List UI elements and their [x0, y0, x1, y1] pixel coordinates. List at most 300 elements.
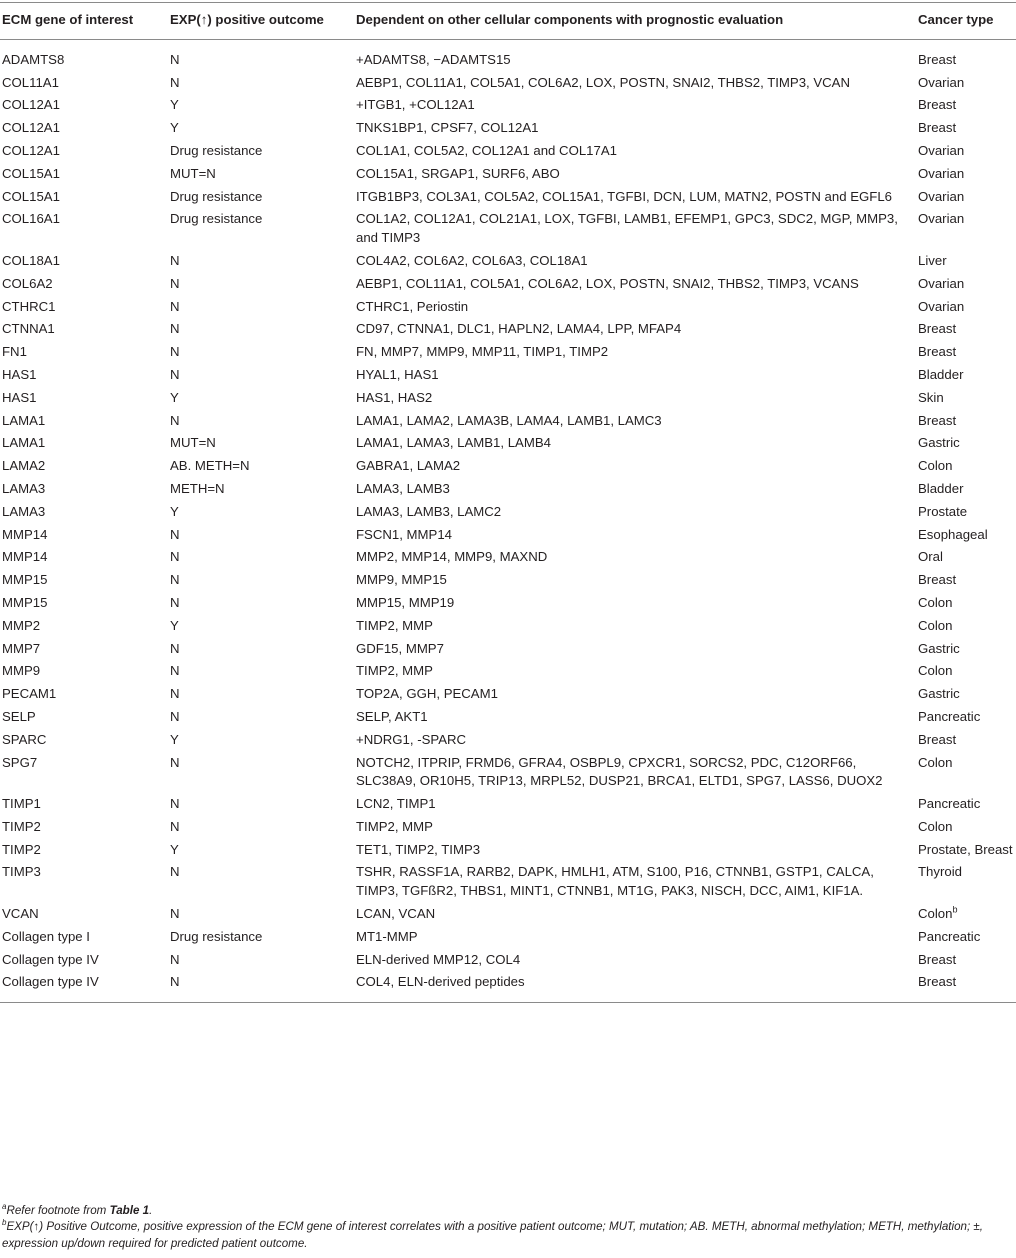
- table-row: [0, 341, 1016, 364]
- cell-dependent-components-text: LCAN, VCAN: [356, 906, 436, 922]
- table-row: [0, 615, 1016, 638]
- cell-dependent-components: [354, 793, 916, 816]
- cell-ecm-gene-text: Collagen type IV: [2, 974, 99, 990]
- table-row: [0, 117, 1016, 140]
- cell-cancer-type: [916, 793, 1016, 816]
- table-body: [0, 39, 1016, 1002]
- cell-cancer-type-text: Colon: [918, 818, 953, 834]
- footnote-a-text: Refer footnote from: [6, 1204, 110, 1217]
- cell-exp-outcome-text: Y: [170, 389, 179, 405]
- cell-ecm-gene-text: TIMP2: [2, 818, 41, 834]
- cell-ecm-gene: [0, 39, 168, 71]
- table-row: [0, 94, 1016, 117]
- cell-exp-outcome: [168, 706, 354, 729]
- cell-cancer-type: [916, 816, 1016, 839]
- table-row: [0, 816, 1016, 839]
- cell-ecm-gene: [0, 455, 168, 478]
- table-row: [0, 660, 1016, 683]
- cell-cancer-type: [916, 318, 1016, 341]
- cell-dependent-components-text: GDF15, MMP7: [356, 640, 444, 656]
- cell-exp-outcome-text: Y: [170, 731, 179, 747]
- cell-exp-outcome-text: METH=N: [170, 480, 225, 496]
- cell-exp-outcome-text: N: [170, 594, 180, 610]
- cell-dependent-components-text: +NDRG1, -SPARC: [356, 731, 467, 747]
- cell-exp-outcome-text: N: [170, 344, 180, 360]
- cell-cancer-type: [916, 638, 1016, 661]
- cell-cancer-type: [916, 752, 1016, 794]
- cell-dependent-components-text: HAS1, HAS2: [356, 389, 433, 405]
- cell-exp-outcome-text: Drug resistance: [170, 928, 263, 944]
- cell-cancer-type: [916, 949, 1016, 972]
- cell-cancer-type-text: Liver: [918, 252, 947, 268]
- cell-exp-outcome-text: Y: [170, 617, 179, 633]
- cell-dependent-components-text: +ADAMTS8, −ADAMTS15: [356, 51, 511, 67]
- cell-dependent-components: [354, 729, 916, 752]
- cell-ecm-gene: [0, 615, 168, 638]
- cell-ecm-gene: [0, 592, 168, 615]
- cell-ecm-gene-text: SPARC: [2, 731, 47, 747]
- cell-exp-outcome-text: MUT=N: [170, 165, 216, 181]
- cell-dependent-components: [354, 455, 916, 478]
- cell-ecm-gene-text: LAMA1: [2, 435, 46, 451]
- cell-ecm-gene-text: HAS1: [2, 366, 37, 382]
- cell-exp-outcome: [168, 140, 354, 163]
- table-row: [0, 208, 1016, 250]
- cell-cancer-type-text: Prostate: [918, 503, 968, 519]
- cell-cancer-type-text: Breast: [918, 412, 957, 428]
- cell-dependent-components: [354, 501, 916, 524]
- cell-ecm-gene: [0, 341, 168, 364]
- cell-dependent-components-text: TET1, TIMP2, TIMP3: [356, 841, 481, 857]
- cell-cancer-type-text: Breast: [918, 120, 957, 136]
- cell-exp-outcome-text: N: [170, 51, 180, 67]
- cell-ecm-gene-text: LAMA1: [2, 412, 46, 428]
- cell-dependent-components: [354, 752, 916, 794]
- cell-exp-outcome: [168, 816, 354, 839]
- cell-dependent-components: [354, 341, 916, 364]
- cell-cancer-type-text: Pancreatic: [918, 928, 981, 944]
- cell-exp-outcome: [168, 793, 354, 816]
- cell-dependent-components-text: LCN2, TIMP1: [356, 796, 436, 812]
- cell-cancer-type-text: Breast: [918, 51, 957, 67]
- footnote-b: [2, 1219, 1016, 1252]
- cell-exp-outcome-text: Y: [170, 503, 179, 519]
- cell-ecm-gene-text: COL16A1: [2, 211, 60, 227]
- cell-dependent-components: [354, 524, 916, 547]
- cell-cancer-type-text: Breast: [918, 974, 957, 990]
- footnote-a-mark: a: [2, 1202, 7, 1212]
- cell-ecm-gene-text: LAMA3: [2, 480, 46, 496]
- cell-cancer-type-text: Thyroid: [918, 864, 962, 880]
- cell-exp-outcome: [168, 861, 354, 903]
- cell-dependent-components-text: HYAL1, HAS1: [356, 366, 439, 382]
- cell-ecm-gene-text: SPG7: [2, 754, 38, 770]
- cell-cancer-type-text: Breast: [918, 97, 957, 113]
- cell-exp-outcome: [168, 296, 354, 319]
- cell-dependent-components: [354, 861, 916, 903]
- cell-ecm-gene: [0, 638, 168, 661]
- cell-dependent-components-text: ITGB1BP3, COL3A1, COL5A2, COL15A1, TGFBI, DCN, LUM, MATN2, POSTN and EGFL6: [356, 188, 892, 204]
- cell-ecm-gene-text: COL6A2: [2, 275, 53, 291]
- cell-ecm-gene: [0, 660, 168, 683]
- table-row: [0, 569, 1016, 592]
- footnote-a-end: .: [149, 1204, 153, 1217]
- cell-cancer-type-text: Prostate, Breast: [918, 841, 1013, 857]
- cell-ecm-gene: [0, 903, 168, 926]
- cell-ecm-gene-text: ADAMTS8: [2, 51, 65, 67]
- cell-cancer-type: [916, 706, 1016, 729]
- table-row: [0, 432, 1016, 455]
- header-exp-positive-outcome: EXP(↑) positive outcome: [168, 3, 354, 40]
- cell-cancer-type: [916, 569, 1016, 592]
- footnote-a-table-ref: Table 1: [109, 1204, 150, 1217]
- cell-ecm-gene-text: MMP14: [2, 549, 48, 565]
- cell-dependent-components-text: FSCN1, MMP14: [356, 526, 452, 542]
- cell-exp-outcome: [168, 683, 354, 706]
- cell-ecm-gene: [0, 208, 168, 250]
- cell-cancer-type: [916, 186, 1016, 209]
- cell-cancer-type-text: Colon: [918, 906, 953, 922]
- cell-ecm-gene-text: LAMA3: [2, 503, 46, 519]
- cell-ecm-gene: [0, 926, 168, 949]
- cell-ecm-gene: [0, 432, 168, 455]
- cell-exp-outcome-text: Y: [170, 120, 179, 136]
- cell-ecm-gene: [0, 971, 168, 1002]
- cell-dependent-components-text: TIMP2, MMP: [356, 617, 433, 633]
- cell-ecm-gene: [0, 478, 168, 501]
- cell-exp-outcome: [168, 163, 354, 186]
- cell-exp-outcome: [168, 752, 354, 794]
- table-row: [0, 186, 1016, 209]
- cell-exp-outcome-text: N: [170, 974, 180, 990]
- table-row: [0, 793, 1016, 816]
- cell-cancer-type: [916, 140, 1016, 163]
- table-row: [0, 861, 1016, 903]
- cell-cancer-type: [916, 72, 1016, 95]
- cell-dependent-components: [354, 816, 916, 839]
- cell-ecm-gene: [0, 163, 168, 186]
- cell-dependent-components: [354, 318, 916, 341]
- cell-exp-outcome-text: N: [170, 754, 180, 770]
- cell-dependent-components: [354, 638, 916, 661]
- cell-exp-outcome-text: N: [170, 708, 180, 724]
- cell-dependent-components-text: LAMA3, LAMB3: [356, 480, 450, 496]
- table-row: [0, 524, 1016, 547]
- cell-cancer-type-text: Gastric: [918, 435, 960, 451]
- cell-cancer-type: [916, 971, 1016, 1002]
- cell-dependent-components: [354, 39, 916, 71]
- cell-dependent-components-text: COL15A1, SRGAP1, SURF6, ABO: [356, 165, 560, 181]
- cell-ecm-gene-text: LAMA2: [2, 458, 46, 474]
- cell-cancer-type-text: Pancreatic: [918, 796, 981, 812]
- cell-dependent-components: [354, 615, 916, 638]
- cell-cancer-type-text: Ovarian: [918, 275, 965, 291]
- cell-cancer-type-text: Breast: [918, 951, 957, 967]
- cell-exp-outcome: [168, 387, 354, 410]
- table-row: [0, 72, 1016, 95]
- cell-exp-outcome: [168, 186, 354, 209]
- cell-cancer-type-text: Esophageal: [918, 526, 988, 542]
- cell-dependent-components-text: MMP2, MMP14, MMP9, MAXND: [356, 549, 548, 565]
- cell-ecm-gene-text: MMP7: [2, 640, 41, 656]
- cell-exp-outcome-text: N: [170, 640, 180, 656]
- cell-dependent-components: [354, 478, 916, 501]
- cell-exp-outcome-text: N: [170, 74, 180, 90]
- ecm-gene-table: [0, 2, 1016, 1003]
- cell-cancer-type-text: Gastric: [918, 686, 960, 702]
- cell-cancer-type-text: Colon: [918, 617, 953, 633]
- cell-dependent-components-text: COL4A2, COL6A2, COL6A3, COL18A1: [356, 252, 588, 268]
- cell-exp-outcome: [168, 839, 354, 862]
- cell-cancer-type-text: Colon: [918, 594, 953, 610]
- cell-exp-outcome: [168, 250, 354, 273]
- cell-dependent-components-text: COL1A2, COL12A1, COL21A1, LOX, TGFBI, LAMB1, EFEMP1, GPC3, SDC2, MGP, MMP3, and TIMP3: [356, 211, 898, 246]
- cell-dependent-components: [354, 186, 916, 209]
- cell-ecm-gene: [0, 524, 168, 547]
- cell-ecm-gene-text: COL11A1: [2, 74, 59, 90]
- cell-exp-outcome: [168, 72, 354, 95]
- cell-cancer-type-text: Ovarian: [918, 188, 965, 204]
- cell-cancer-type-text: Ovarian: [918, 211, 965, 227]
- cell-dependent-components-text: TNKS1BP1, CPSF7, COL12A1: [356, 120, 539, 136]
- table-row: [0, 729, 1016, 752]
- cell-exp-outcome: [168, 615, 354, 638]
- table-row: [0, 949, 1016, 972]
- cell-cancer-type-text: Ovarian: [918, 74, 965, 90]
- cell-exp-outcome-text: Drug resistance: [170, 211, 263, 227]
- cell-exp-outcome: [168, 364, 354, 387]
- cell-exp-outcome-text: N: [170, 526, 180, 542]
- cell-dependent-components-text: MMP9, MMP15: [356, 572, 447, 588]
- cell-ecm-gene-text: TIMP1: [2, 796, 41, 812]
- cell-dependent-components: [354, 208, 916, 250]
- cell-ecm-gene: [0, 546, 168, 569]
- cell-exp-outcome-text: N: [170, 572, 180, 588]
- cell-dependent-components: [354, 387, 916, 410]
- cell-dependent-components-text: AEBP1, COL11A1, COL5A1, COL6A2, LOX, POSTN, SNAI2, THBS2, TIMP3, VCANS: [356, 275, 859, 291]
- table-row: [0, 638, 1016, 661]
- cell-cancer-type: [916, 501, 1016, 524]
- cell-dependent-components-text: TIMP2, MMP: [356, 663, 433, 679]
- cell-ecm-gene-text: Collagen type IV: [2, 951, 99, 967]
- cell-ecm-gene: [0, 94, 168, 117]
- table-row: [0, 39, 1016, 71]
- cell-dependent-components: [354, 163, 916, 186]
- table-row: [0, 478, 1016, 501]
- cell-cancer-type: [916, 39, 1016, 71]
- cell-exp-outcome: [168, 638, 354, 661]
- cell-dependent-components-text: LAMA3, LAMB3, LAMC2: [356, 503, 502, 519]
- cell-dependent-components: [354, 117, 916, 140]
- cell-exp-outcome-text: Drug resistance: [170, 188, 263, 204]
- cell-cancer-type-text: Gastric: [918, 640, 960, 656]
- cell-cancer-type-text: Ovarian: [918, 142, 965, 158]
- cell-exp-outcome: [168, 729, 354, 752]
- cell-cancer-type: [916, 615, 1016, 638]
- cell-cancer-type: [916, 903, 1016, 926]
- cell-ecm-gene: [0, 296, 168, 319]
- cell-exp-outcome: [168, 546, 354, 569]
- cell-ecm-gene: [0, 387, 168, 410]
- cell-dependent-components-text: COL1A1, COL5A2, COL12A1 and COL17A1: [356, 142, 617, 158]
- cell-exp-outcome-text: N: [170, 864, 180, 880]
- cell-cancer-type: [916, 683, 1016, 706]
- cell-cancer-type-text: Breast: [918, 572, 957, 588]
- cell-cancer-type: [916, 296, 1016, 319]
- cell-dependent-components: [354, 971, 916, 1002]
- cell-exp-outcome-text: N: [170, 951, 180, 967]
- cell-dependent-components: [354, 72, 916, 95]
- cell-dependent-components-text: +ITGB1, +COL12A1: [356, 97, 475, 113]
- cell-ecm-gene-text: CTHRC1: [2, 298, 56, 314]
- cell-ecm-gene-text: COL12A1: [2, 120, 60, 136]
- cell-cancer-type-text: Bladder: [918, 366, 964, 382]
- footnote-b-text: EXP(↑) Positive Outcome, positive expression of the ECM gene of interest correlates with a positive patient outcome; MUT, mutation; AB. METH, abnormal methylation; METH, methylation; ±, expression up/down required for predicted patient outcome.: [2, 1220, 984, 1250]
- cell-dependent-components: [354, 364, 916, 387]
- cell-exp-outcome-text: N: [170, 663, 180, 679]
- table-row: [0, 455, 1016, 478]
- table-row: [0, 752, 1016, 794]
- cell-cancer-type: [916, 208, 1016, 250]
- cell-cancer-type-text: Colon: [918, 754, 953, 770]
- cell-dependent-components-text: MMP15, MMP19: [356, 594, 455, 610]
- cell-dependent-components: [354, 706, 916, 729]
- cell-exp-outcome: [168, 318, 354, 341]
- cell-dependent-components: [354, 592, 916, 615]
- cell-dependent-components: [354, 949, 916, 972]
- cell-cancer-type: [916, 546, 1016, 569]
- cell-ecm-gene: [0, 501, 168, 524]
- cell-ecm-gene: [0, 793, 168, 816]
- cell-cancer-type: [916, 94, 1016, 117]
- cell-ecm-gene-text: MMP9: [2, 663, 41, 679]
- cell-ecm-gene: [0, 729, 168, 752]
- cell-exp-outcome: [168, 971, 354, 1002]
- cell-dependent-components: [354, 410, 916, 433]
- cell-ecm-gene-text: Collagen type I: [2, 928, 90, 944]
- cell-ecm-gene-text: FN1: [2, 344, 27, 360]
- cell-cancer-type-text: Breast: [918, 344, 957, 360]
- cell-ecm-gene: [0, 839, 168, 862]
- cell-cancer-type-text: Breast: [918, 731, 957, 747]
- cell-exp-outcome: [168, 432, 354, 455]
- cell-cancer-type: [916, 250, 1016, 273]
- cell-cancer-type: [916, 364, 1016, 387]
- cell-ecm-gene-text: MMP15: [2, 572, 48, 588]
- cell-dependent-components-text: COL4, ELN-derived peptides: [356, 974, 525, 990]
- cell-ecm-gene: [0, 250, 168, 273]
- cell-dependent-components-text: GABRA1, LAMA2: [356, 458, 461, 474]
- cell-cancer-type: [916, 410, 1016, 433]
- cell-exp-outcome-text: N: [170, 366, 180, 382]
- cell-exp-outcome-text: N: [170, 818, 180, 834]
- cell-dependent-components: [354, 273, 916, 296]
- cell-dependent-components: [354, 140, 916, 163]
- cell-dependent-components-text: AEBP1, COL11A1, COL5A1, COL6A2, LOX, POSTN, SNAI2, THBS2, TIMP3, VCAN: [356, 74, 850, 90]
- cell-ecm-gene-text: TIMP3: [2, 864, 41, 880]
- cell-exp-outcome: [168, 501, 354, 524]
- cell-ecm-gene: [0, 683, 168, 706]
- cell-exp-outcome: [168, 926, 354, 949]
- cell-cancer-type-text: Skin: [918, 389, 944, 405]
- cell-dependent-components-text: ELN-derived MMP12, COL4: [356, 951, 521, 967]
- cell-dependent-components-text: TIMP2, MMP: [356, 818, 433, 834]
- cell-dependent-components: [354, 926, 916, 949]
- cell-dependent-components-text: CTHRC1, Periostin: [356, 298, 469, 314]
- cell-cancer-type-text: Ovarian: [918, 298, 965, 314]
- cell-cancer-type: [916, 163, 1016, 186]
- cell-exp-outcome-text: N: [170, 549, 180, 565]
- cell-ecm-gene: [0, 752, 168, 794]
- cell-cancer-type: [916, 117, 1016, 140]
- cell-dependent-components-text: MT1-MMP: [356, 928, 418, 944]
- cell-ecm-gene-text: VCAN: [2, 906, 39, 922]
- cell-exp-outcome: [168, 524, 354, 547]
- cell-cancer-type: [916, 455, 1016, 478]
- cell-cancer-type: [916, 387, 1016, 410]
- cell-exp-outcome-text: Drug resistance: [170, 142, 263, 158]
- cell-ecm-gene: [0, 816, 168, 839]
- cell-cancer-type: [916, 839, 1016, 862]
- cell-exp-outcome-text: Y: [170, 841, 179, 857]
- cell-ecm-gene-text: COL12A1: [2, 97, 60, 113]
- cell-ecm-gene-text: COL15A1: [2, 188, 60, 204]
- table-row: [0, 839, 1016, 862]
- cell-ecm-gene: [0, 949, 168, 972]
- cell-ecm-gene: [0, 186, 168, 209]
- cell-dependent-components: [354, 94, 916, 117]
- table-row: [0, 546, 1016, 569]
- cell-cancer-type-text: Pancreatic: [918, 708, 981, 724]
- cell-ecm-gene: [0, 706, 168, 729]
- table-row: [0, 683, 1016, 706]
- table-row: [0, 364, 1016, 387]
- cell-exp-outcome-text: MUT=N: [170, 435, 216, 451]
- cell-dependent-components: [354, 683, 916, 706]
- cell-dependent-components: [354, 432, 916, 455]
- cell-exp-outcome: [168, 273, 354, 296]
- cell-ecm-gene-text: HAS1: [2, 389, 37, 405]
- cell-exp-outcome-text: N: [170, 298, 180, 314]
- cell-cancer-type: [916, 592, 1016, 615]
- cell-ecm-gene: [0, 569, 168, 592]
- cell-dependent-components-text: TSHR, RASSF1A, RARB2, DAPK, HMLH1, ATM, S100, P16, CTNNB1, GSTP1, CALCA, TIMP3, TGFßR2, THBS1, MINT1, CTNNB1, MT1G, PAK3, NISCH, DCC, AIM1, KIF1A.: [356, 864, 874, 899]
- cell-ecm-gene-text: MMP15: [2, 594, 48, 610]
- cell-cancer-type-text: Oral: [918, 549, 943, 565]
- cell-ecm-gene-text: MMP2: [2, 617, 41, 633]
- table-row: [0, 387, 1016, 410]
- cell-exp-outcome-text: N: [170, 686, 180, 702]
- cell-dependent-components-text: LAMA1, LAMA2, LAMA3B, LAMA4, LAMB1, LAMC3: [356, 412, 662, 428]
- table-row: [0, 706, 1016, 729]
- table-row: [0, 926, 1016, 949]
- cell-ecm-gene: [0, 318, 168, 341]
- cell-cancer-type-text: Bladder: [918, 480, 964, 496]
- cell-exp-outcome: [168, 341, 354, 364]
- cell-ecm-gene-text: COL12A1: [2, 142, 60, 158]
- cell-dependent-components: [354, 839, 916, 862]
- cell-ecm-gene-text: MMP14: [2, 526, 48, 542]
- cell-cancer-type: [916, 660, 1016, 683]
- cell-exp-outcome-text: N: [170, 906, 180, 922]
- cell-dependent-components-text: LAMA1, LAMA3, LAMB1, LAMB4: [356, 435, 551, 451]
- cell-exp-outcome: [168, 478, 354, 501]
- cell-cancer-type-text: Colon: [918, 458, 953, 474]
- cell-ecm-gene-text: CTNNA1: [2, 321, 55, 337]
- cell-ecm-gene: [0, 273, 168, 296]
- cell-exp-outcome-text: N: [170, 252, 180, 268]
- cell-cancer-type: [916, 273, 1016, 296]
